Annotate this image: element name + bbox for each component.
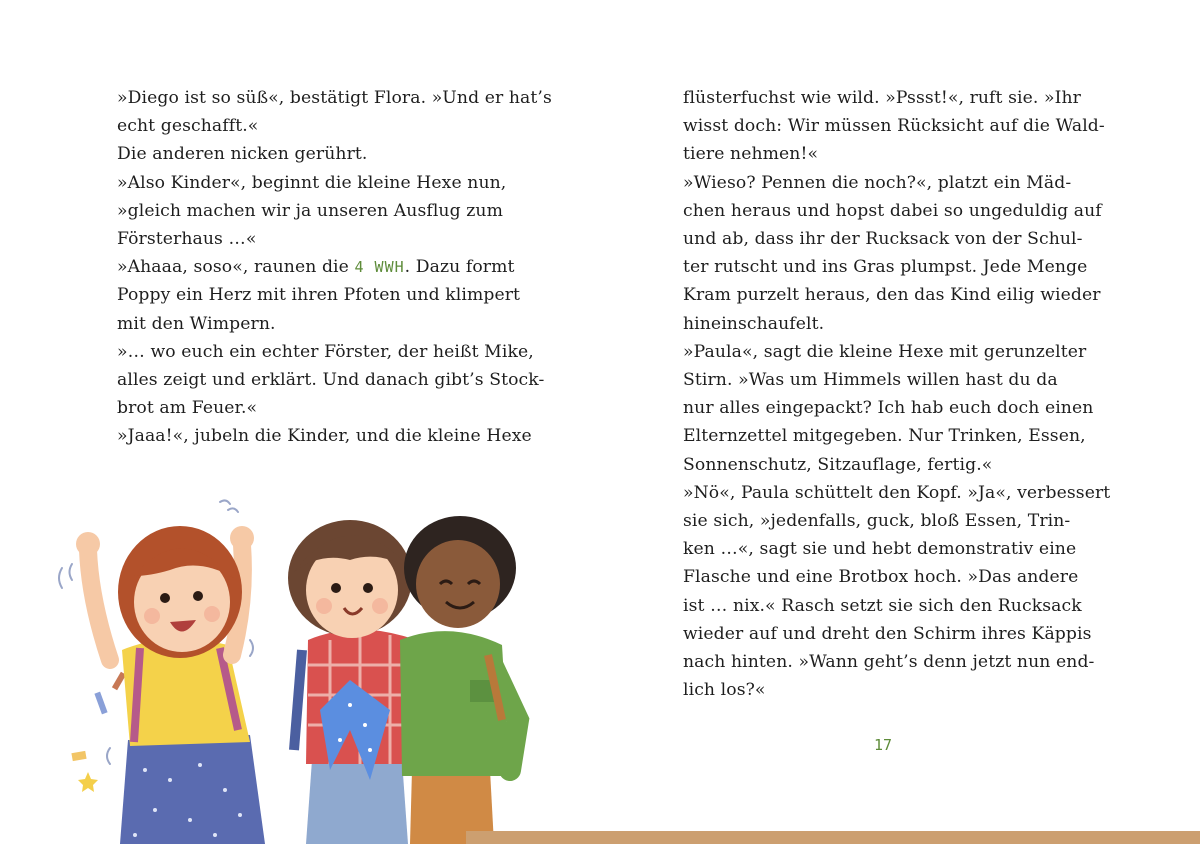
text-line: mit den Wimpern. <box>117 313 276 334</box>
text-line: tiere nehmen!« <box>683 144 819 165</box>
text-line: Försterhaus …« <box>117 229 257 250</box>
text-line: ist … nix.« Rasch setzt sie sich den Rucksack <box>683 595 1082 616</box>
text-line: »Nö«, Paula schüttelt den Kopf. »Ja«, verbessert <box>683 482 1111 503</box>
text-line: Sonnenschutz, Sitzauflage, fertig.« <box>683 454 993 475</box>
text-line: »Diego ist so süß«, bestätigt Flora. »Und er hat’s <box>117 88 552 108</box>
text-line: »… wo euch ein echter Förster, der heißt Mike, <box>117 341 534 362</box>
text-fragment: »Ahaaa, soso«, raunen die <box>117 257 355 278</box>
text-line: alles zeigt und erklärt. Und danach gibt’s Stock- <box>117 370 545 391</box>
bottom-decorative-bar <box>466 831 1200 844</box>
text-fragment: . Dazu formt <box>404 257 515 278</box>
left-text-column <box>117 84 552 451</box>
confetti-piece <box>71 751 86 761</box>
text-line: echt geschafft.« <box>117 116 259 137</box>
text-line: brot am Feuer.« <box>117 398 258 419</box>
text-line: wisst doch: Wir müssen Rücksicht auf die Wald- <box>683 116 1105 137</box>
right-text-column <box>683 84 1111 704</box>
text-line: chen heraus und hopst dabei so ungeduldig auf <box>683 200 1102 221</box>
text-line: Poppy ein Herz mit ihren Pfoten und klimpert <box>117 285 521 306</box>
text-line: »gleich machen wir ja unseren Ausflug zum <box>117 200 503 221</box>
text-line: lich los?« <box>683 680 766 701</box>
text-line: sie sich, »jedenfalls, guck, bloß Essen, Trin- <box>683 511 1071 532</box>
text-line: Die anderen nicken gerührt. <box>117 144 368 165</box>
text-line: nur alles eingepackt? Ich hab euch doch einen <box>683 398 1094 419</box>
text-line: Stirn. »Was um Himmels willen hast du da <box>683 370 1058 391</box>
text-line: nach hinten. »Wann geht’s denn jetzt nun end- <box>683 652 1095 673</box>
text-line: ter rutscht und ins Gras plumpst. Jede Menge <box>683 257 1088 278</box>
boy-green-figure <box>400 516 518 844</box>
text-line: Elternzettel mitgegeben. Nur Trinken, Essen, <box>683 426 1086 447</box>
page-number: 17 <box>874 736 893 754</box>
text-line: ken …«, sagt sie und hebt demonstrativ eine <box>683 539 1077 560</box>
text-line: und ab, dass ihr der Rucksack von der Schul- <box>683 229 1083 250</box>
text-line: wieder auf und dreht den Schirm ihres Käppis <box>683 623 1092 644</box>
girl-figure <box>76 526 265 844</box>
boy-plaid-figure <box>288 520 412 844</box>
text-line: »Also Kinder«, beginnt die kleine Hexe nun, <box>117 172 507 193</box>
text-line: »Paula«, sagt die kleine Hexe mit gerunzelter <box>683 341 1087 362</box>
text-line: »Jaaa!«, jubeln die Kinder, und die kleine Hexe <box>117 426 532 447</box>
crayon-confetti <box>94 692 107 715</box>
text-line: hineinschaufelt. <box>683 313 825 334</box>
text-line: Flasche und eine Brotbox hoch. »Das andere <box>683 567 1079 588</box>
crayon-confetti <box>112 672 126 691</box>
wwh-label: 4 WWH <box>354 258 405 277</box>
text-line <box>117 253 537 281</box>
children-illustration <box>50 480 530 844</box>
text-line: »Wieso? Pennen die noch?«, platzt ein Mäd- <box>683 172 1072 193</box>
text-line: Kram purzelt heraus, den das Kind eilig wieder <box>683 285 1101 306</box>
star-confetti <box>78 772 98 792</box>
text-line: flüsterfuchst wie wild. »Pssst!«, ruft sie. »Ihr <box>683 88 1081 108</box>
